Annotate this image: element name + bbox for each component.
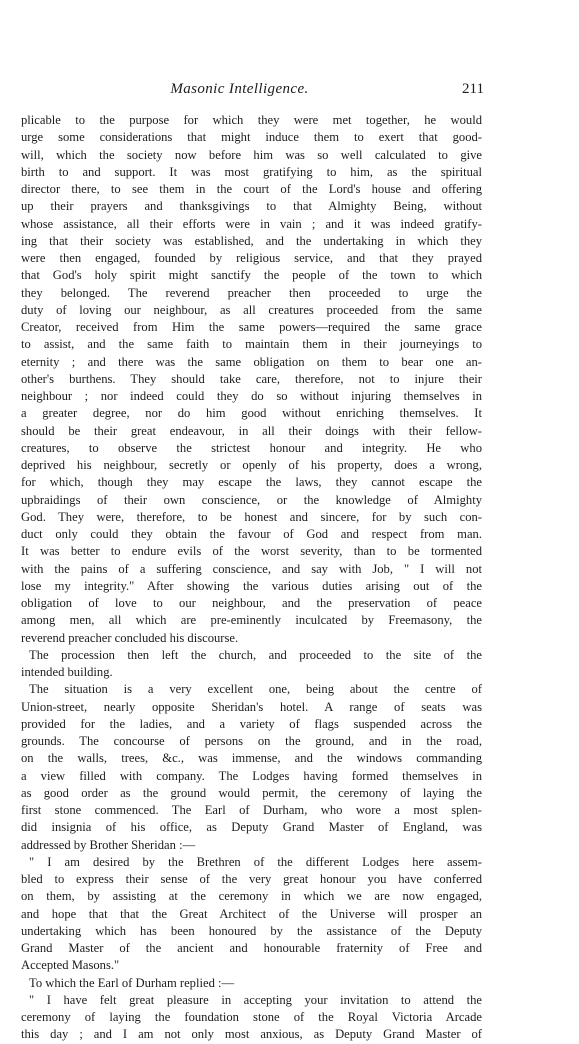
text-line: eternity ; and there was the same obligation on them to bear one an-	[21, 354, 482, 369]
text-line: for which, though they may escape the laws, they cannot escape the	[21, 475, 482, 490]
text-line: neighbour ; nor indeed could they do so without injuring themselves in	[21, 389, 482, 403]
text-line: grounds. The concourse of persons on the ground, and in the road,	[21, 734, 482, 748]
text-line: up their prayers and thanksgivings to that Almighty Being, without	[21, 199, 482, 214]
text-line: It was better to endure evils of the worst severity, than to be tormented	[21, 544, 482, 559]
text-line: reverend preacher concluded his discourse.	[21, 630, 239, 645]
text-line: addressed by Brother Sheridan :—	[21, 837, 196, 852]
text-line: The situation is a very excellent one, being about the centre of	[29, 682, 482, 697]
text-line: among men, all which are pre-eminently inculcated by Freemasony, the	[21, 613, 482, 628]
text-line: intended building.	[21, 665, 113, 679]
text-line: Accepted Masons."	[21, 958, 120, 973]
text-line: a greater degree, nor do him good without enriching themselves. It	[21, 406, 482, 421]
text-line: undertaking which has been honoured by the assistance of the Deputy	[21, 923, 482, 938]
text-line: To which the Earl of Durham replied :—	[29, 975, 235, 990]
text-line: The procession then left the church, and proceeded to the site of the	[29, 647, 482, 662]
text-line: with the pains of a suffering conscience, and say with Job, " I will not	[21, 561, 482, 576]
text-line: Grand Master of the ancient and honourable fraternity of Free and	[21, 941, 482, 955]
text-line: to assist, and the same faith to maintain them in their journeyings to	[21, 337, 482, 352]
text-line: " I have felt great pleasure in accepting your invitation to attend the	[29, 992, 482, 1007]
page-number: 211	[462, 81, 484, 97]
running-header	[0, 81, 579, 101]
text-line: first stone commenced. The Earl of Durham, who wore a most splen-	[21, 803, 482, 817]
text-line: director there, to see them in the court of the Lord's house and offering	[21, 182, 482, 196]
text-line: duct only could they obtain the favour of God and respect from man.	[21, 527, 482, 541]
text-line: urge some considerations that might induce them to exert that good-	[21, 130, 482, 145]
text-line: ceremony of laying the foundation stone of the Royal Victoria Arcade	[21, 1010, 482, 1024]
text-line: lose my integrity." After showing the various duties arising out of the	[21, 578, 482, 593]
text-line: birth to and support. It was most gratifying to him, as the spiritual	[21, 164, 482, 179]
text-line: Union-street, nearly opposite Sheridan's hotel. A range of seats was	[21, 699, 482, 714]
text-line: ing that their society was established, and the undertaking in which they	[21, 233, 482, 248]
text-line: creatures, to observe the strictest honour and integrity. He who	[21, 440, 482, 455]
text-line: on the walls, trees, &c., was immense, and the windows commanding	[21, 751, 482, 766]
text-line: deprived his neighbour, secretly or openly of his property, does a wrong,	[21, 458, 482, 472]
text-line: duty of loving our neighbour, as all creatures proceeded from the same	[21, 302, 482, 317]
text-line: plicable to the purpose for which they were met together, he would	[21, 113, 482, 127]
text-line: upbraidings of their own conscience, or the knowledge of Almighty	[21, 492, 482, 507]
text-line: were then engaged, founded by religious service, and that they prayed	[21, 251, 482, 265]
text-line: bled to express their sense of the very great honour you have conferred	[21, 872, 482, 886]
text-line: did insignia of his office, as Deputy Grand Master of England, was	[21, 820, 482, 835]
text-line: as good order as the ground would permit, the ceremony of laying the	[21, 785, 482, 800]
text-line: will, which the society now before him was so well calculated to give	[21, 147, 482, 162]
text-line: they belonged. The reverend preacher then proceeded to urge the	[21, 285, 482, 300]
text-line: obligation of love to our neighbour, and the preservation of peace	[21, 596, 482, 610]
text-line: this day ; and I am not only most anxious, as Deputy Grand Master of	[21, 1027, 482, 1042]
body-text	[21, 112, 482, 1044]
text-line: whose assistance, all their efforts were in vain ; and it was indeed gratify-	[21, 216, 482, 231]
text-line: and hope that that the Great Architect of the Universe will prosper an	[21, 906, 482, 921]
text-line: a view filled with company. The Lodges having formed themselves in	[21, 768, 482, 783]
text-line: provided for the ladies, and a variety of flags suspended across the	[21, 716, 482, 731]
text-line: that God's holy spirit might sanctify the people of the town to which	[21, 268, 482, 283]
text-line: should be their great endeavour, in all their doings with their fellow-	[21, 423, 482, 438]
text-line: other's burthens. They should take care, therefore, not to injure their	[21, 371, 482, 386]
text-line: on them, by assisting at the ceremony in which we are now engaged,	[21, 889, 482, 904]
running-title: Masonic Intelligence.	[170, 81, 309, 97]
text-line: " I am desired by the Brethren of the different Lodges here assem-	[29, 854, 482, 869]
text-line: Creator, received from Him the same powers—required the same grace	[21, 320, 482, 334]
text-line: God. They were, therefore, to be honest and sincere, for by such con-	[21, 509, 482, 524]
